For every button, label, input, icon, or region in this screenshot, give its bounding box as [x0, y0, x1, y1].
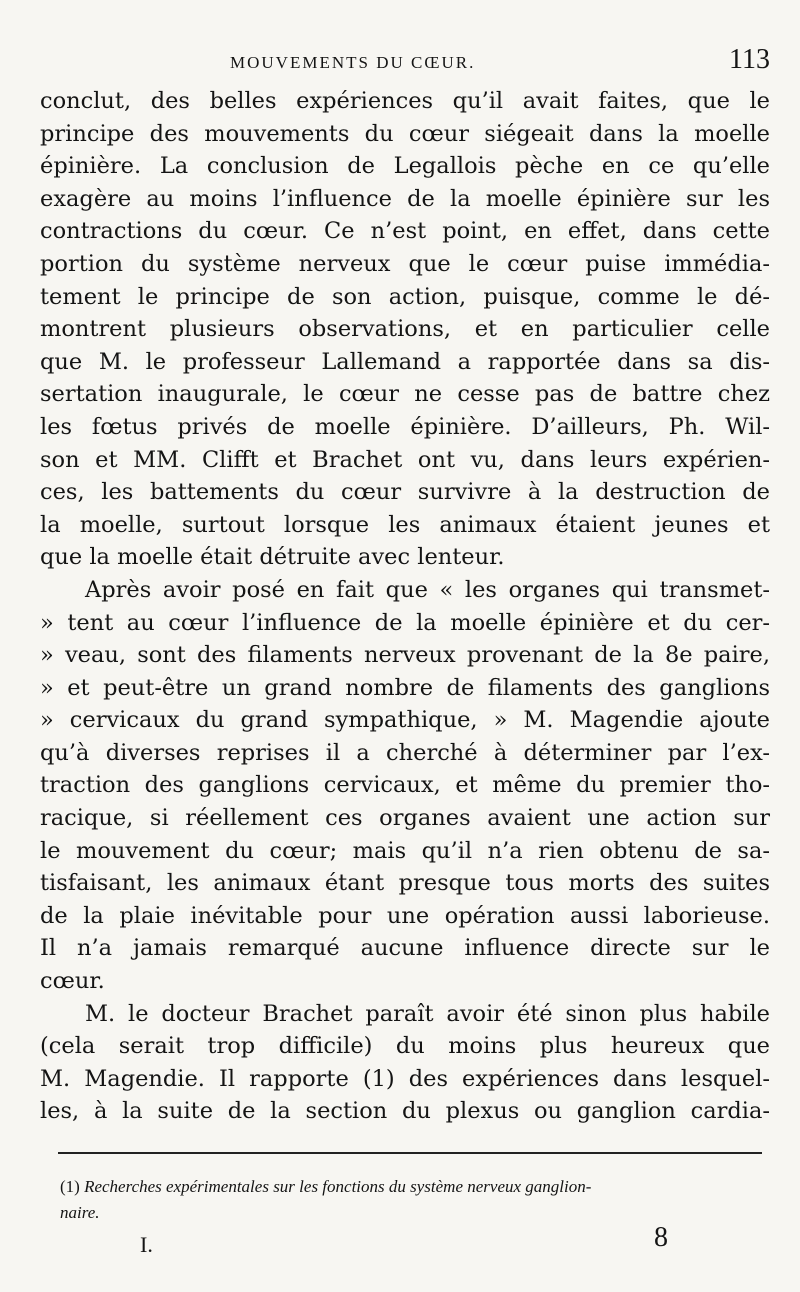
text-line: le mouvement du cœur; mais qu’il n’a rien obtenu de sa-: [40, 837, 770, 864]
text-line: » et peut-être un grand nombre de filaments des ganglions: [40, 674, 770, 701]
text-line: principe des mouvements du cœur siégeait dans la moelle: [40, 120, 770, 147]
text-line: les fœtus privés de moelle épinière. D’ailleurs, Ph. Wil-: [40, 413, 770, 440]
text-line: cœur.: [40, 968, 105, 995]
paragraph-3: [40, 998, 770, 1128]
text-line: de la plaie inévitable pour une opération aussi laborieuse.: [40, 902, 770, 929]
text-line: ces, les battements du cœur survivre à la destruction de: [40, 479, 770, 506]
text-line: tement le principe de son action, puisque, comme le dé-: [40, 283, 770, 310]
footnote: [60, 1174, 770, 1226]
text-line: contractions du cœur. Ce n’est point, en effet, dans cette: [40, 218, 770, 245]
text-line: sertation inaugurale, le cœur ne cesse pas de battre chez: [40, 381, 770, 408]
page-number: 113: [729, 44, 770, 75]
text-line: son et MM. Clifft et Brachet ont vu, dans leurs expérien-: [40, 446, 770, 473]
text-line: la moelle, surtout lorsque les animaux étaient jeunes et: [40, 511, 770, 538]
running-title: MOUVEMENTS DU CŒUR.: [230, 53, 476, 72]
text-line: Après avoir posé en fait que « les organes qui transmet-: [85, 576, 770, 603]
text-line: (cela serait trop difficile) du moins plus heureux que: [40, 1033, 770, 1060]
footnote-marker: (1): [60, 1177, 80, 1196]
paragraph-1: [40, 85, 770, 574]
text-line: M. le docteur Brachet paraît avoir été sinon plus habile: [85, 1000, 770, 1027]
text-line: M. Magendie. Il rapporte (1) des expériences dans lesquel-: [40, 1065, 770, 1092]
text-line: que la moelle était détruite avec lenteur.: [40, 544, 505, 571]
footnote-line: [60, 1174, 770, 1200]
text-line: exagère au moins l’influence de la moelle épinière sur les: [40, 185, 770, 212]
running-head: [230, 44, 770, 76]
text-line: traction des ganglions cervicaux, et même du premier tho-: [40, 772, 770, 799]
body-text: [40, 85, 770, 1128]
signature-volume-mark: I.: [140, 1232, 153, 1257]
footnote-rule: [58, 1152, 762, 1154]
text-line: racique, si réellement ces organes avaient une action sur: [40, 805, 770, 832]
text-line: montrent plusieurs observations, et en particulier celle: [40, 316, 770, 343]
text-line: » tent au cœur l’influence de la moelle épinière et du cer-: [40, 609, 770, 636]
footnote-text-continued: naire.: [60, 1203, 100, 1222]
text-line: les, à la suite de la section du plexus ou ganglion cardia-: [40, 1098, 770, 1125]
text-line: portion du système nerveux que le cœur puise immédia-: [40, 250, 770, 277]
signature-gathering-number: 8: [654, 1222, 668, 1253]
text-line: » veau, sont des filaments nerveux provenant de la 8e paire,: [40, 642, 770, 669]
paragraph-2: [40, 574, 770, 998]
text-line: que M. le professeur Lallemand a rapportée dans sa dis-: [40, 348, 770, 375]
footnote-text: Recherches expérimentales sur les fonctions du système nerveux ganglion-: [84, 1177, 592, 1196]
text-line: tisfaisant, les animaux étant presque tous morts des suites: [40, 870, 770, 897]
text-line: » cervicaux du grand sympathique, » M. Magendie ajoute: [40, 707, 770, 734]
text-line: épinière. La conclusion de Legallois pèche en ce qu’elle: [40, 153, 770, 180]
text-line: qu’à diverses reprises il a cherché à déterminer par l’ex-: [40, 739, 770, 766]
text-line: Il n’a jamais remarqué aucune influence directe sur le: [40, 935, 770, 962]
text-line: conclut, des belles expériences qu’il avait faites, que le: [40, 88, 770, 114]
